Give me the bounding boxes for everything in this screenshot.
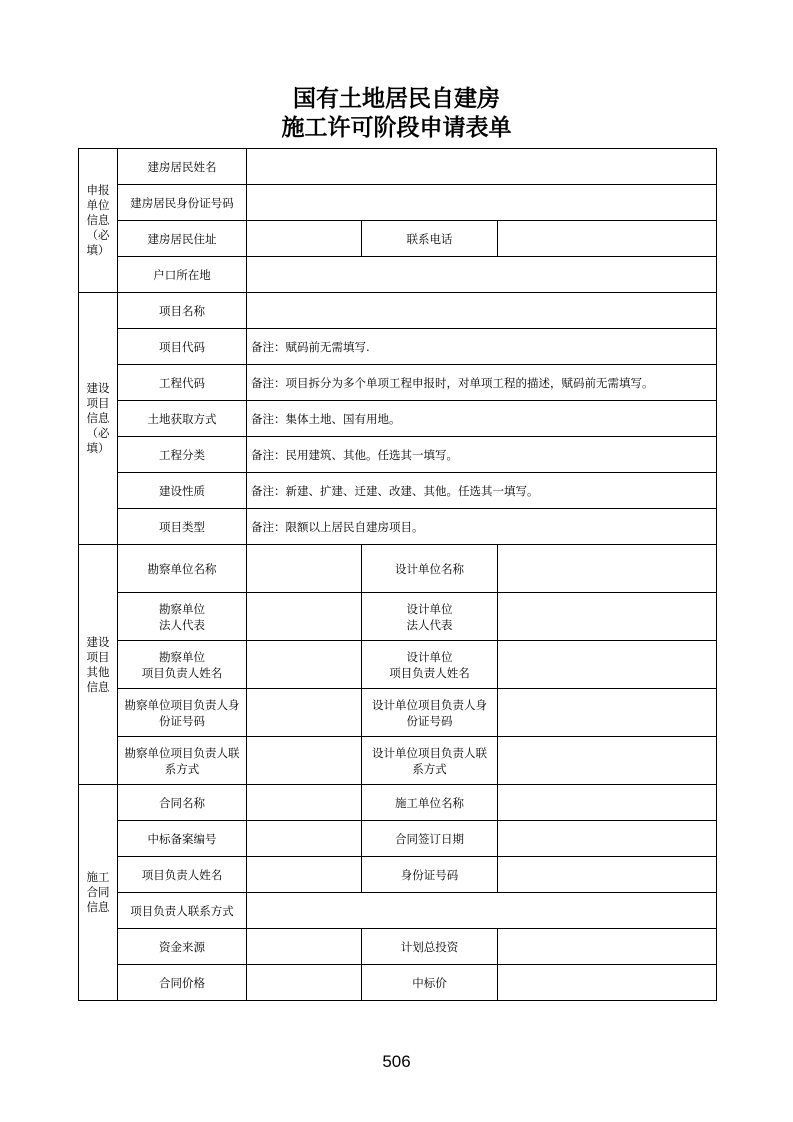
field-resident-address[interactable]	[247, 221, 362, 257]
field-fund-source[interactable]	[247, 929, 362, 965]
form-title-line1: 国有土地居民自建房	[293, 85, 500, 112]
label-engineering-code: 工程代码	[118, 365, 247, 401]
label-eng-category: 工程分类	[118, 437, 247, 473]
section-label-contract: 施工合同信息	[79, 785, 118, 1001]
field-survey-legal-rep[interactable]	[247, 593, 362, 641]
field-project-name[interactable]	[247, 293, 717, 329]
label-id-number: 身份证号码	[362, 857, 498, 893]
field-survey-unit-name[interactable]	[247, 545, 362, 593]
table-row	[79, 593, 717, 641]
section-label-applicant: 申报单位信息（必填）	[79, 149, 118, 293]
field-project-code[interactable]: 备注：赋码前无需填写.	[247, 329, 717, 365]
label-pm-name: 项目负责人姓名	[118, 857, 247, 893]
label-fund-source: 资金来源	[118, 929, 247, 965]
section-label-project: 建设项目信息（必填）	[79, 293, 118, 545]
label-design-pm-contact: 设计单位项目负责人联 系方式	[362, 737, 498, 785]
field-design-pm-id[interactable]	[498, 689, 717, 737]
label-household: 户口所在地	[118, 257, 247, 293]
table-row	[79, 893, 717, 929]
label-resident-id: 建房居民身份证号码	[118, 185, 247, 221]
field-design-unit-name[interactable]	[498, 545, 717, 593]
field-design-pm-contact[interactable]	[498, 737, 717, 785]
label-phone: 联系电话	[362, 221, 498, 257]
table-row	[79, 965, 717, 1001]
table-row	[79, 509, 717, 545]
table-row	[79, 329, 717, 365]
table-row	[79, 149, 717, 185]
label-builder-name: 施工单位名称	[362, 785, 498, 821]
field-planned-investment[interactable]	[498, 929, 717, 965]
label-design-pm-name: 设计单位 项目负责人姓名	[362, 641, 498, 689]
table-row	[79, 257, 717, 293]
label-land-method: 土地获取方式	[118, 401, 247, 437]
form-title-line2: 施工许可阶段申请表单	[281, 114, 512, 141]
label-design-pm-id: 设计单位项目负责人身 份证号码	[362, 689, 498, 737]
label-planned-investment: 计划总投资	[362, 929, 498, 965]
label-design-unit-name: 设计单位名称	[362, 545, 498, 593]
field-resident-id[interactable]	[247, 185, 717, 221]
field-bid-record-no[interactable]	[247, 821, 362, 857]
table-row	[79, 473, 717, 509]
table-row	[79, 857, 717, 893]
field-design-pm-name[interactable]	[498, 641, 717, 689]
field-survey-pm-id[interactable]	[247, 689, 362, 737]
label-contract-price: 合同价格	[118, 965, 247, 1001]
label-project-type: 项目类型	[118, 509, 247, 545]
label-pm-contact: 项目负责人联系方式	[118, 893, 247, 929]
label-construction-nature: 建设性质	[118, 473, 247, 509]
label-survey-pm-id: 勘察单位项目负责人身 份证号码	[118, 689, 247, 737]
field-construction-nature[interactable]: 备注：新建、扩建、迁建、改建、其他。任选其一填写。	[247, 473, 717, 509]
label-survey-pm-name: 勘察单位 项目负责人姓名	[118, 641, 247, 689]
application-form-table	[78, 148, 717, 1001]
section-label-other: 建设项目其他信息	[79, 545, 118, 785]
label-survey-unit-name: 勘察单位名称	[118, 545, 247, 593]
field-contract-name[interactable]	[247, 785, 362, 821]
table-row	[79, 821, 717, 857]
label-resident-address: 建房居民住址	[118, 221, 247, 257]
label-winning-price: 中标价	[362, 965, 498, 1001]
field-survey-pm-name[interactable]	[247, 641, 362, 689]
table-row	[79, 365, 717, 401]
field-contract-date[interactable]	[498, 821, 717, 857]
field-winning-price[interactable]	[498, 965, 717, 1001]
label-survey-legal-rep: 勘察单位 法人代表	[118, 593, 247, 641]
table-row	[79, 545, 717, 593]
field-resident-name[interactable]	[247, 149, 717, 185]
field-engineering-code[interactable]: 备注：项目拆分为多个单项工程申报时，对单项工程的描述，赋码前无需填写。	[247, 365, 717, 401]
table-row	[79, 785, 717, 821]
label-design-legal-rep: 设计单位 法人代表	[362, 593, 498, 641]
table-row	[79, 437, 717, 473]
table-row	[79, 185, 717, 221]
field-design-legal-rep[interactable]	[498, 593, 717, 641]
field-id-number[interactable]	[498, 857, 717, 893]
table-row	[79, 737, 717, 785]
table-row	[79, 401, 717, 437]
field-pm-contact[interactable]	[247, 893, 717, 929]
label-project-code: 项目代码	[118, 329, 247, 365]
label-project-name: 项目名称	[118, 293, 247, 329]
label-resident-name: 建房居民姓名	[118, 149, 247, 185]
table-row	[79, 641, 717, 689]
field-eng-category[interactable]: 备注：民用建筑、其他。任选其一填写。	[247, 437, 717, 473]
field-phone[interactable]	[498, 221, 717, 257]
label-contract-name: 合同名称	[118, 785, 247, 821]
field-project-type[interactable]: 备注：限额以上居民自建房项目。	[247, 509, 717, 545]
page-number: 506	[382, 1052, 411, 1071]
label-survey-pm-contact: 勘察单位项目负责人联 系方式	[118, 737, 247, 785]
field-survey-pm-contact[interactable]	[247, 737, 362, 785]
label-bid-record-no: 中标备案编号	[118, 821, 247, 857]
field-pm-name[interactable]	[247, 857, 362, 893]
table-row	[79, 293, 717, 329]
field-land-method[interactable]: 备注：集体土地、国有用地。	[247, 401, 717, 437]
table-row	[79, 689, 717, 737]
field-builder-name[interactable]	[498, 785, 717, 821]
field-contract-price[interactable]	[247, 965, 362, 1001]
field-household[interactable]	[247, 257, 717, 293]
label-contract-date: 合同签订日期	[362, 821, 498, 857]
table-row	[79, 929, 717, 965]
table-row	[79, 221, 717, 257]
